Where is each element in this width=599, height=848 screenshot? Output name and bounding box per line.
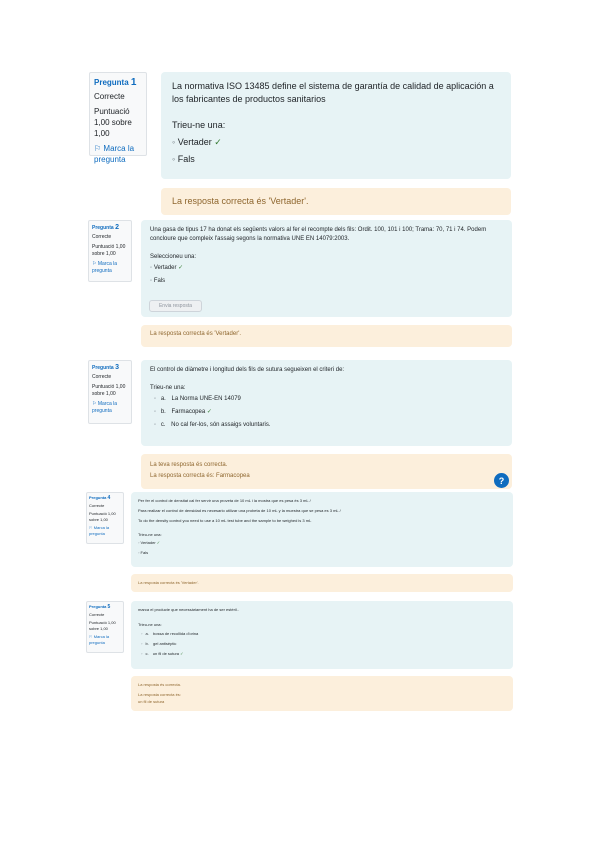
question-state: Correcte xyxy=(92,234,112,240)
question-text: marca el producte que necessàriament ha de ser estèril.. xyxy=(138,607,239,612)
radio-bullet-icon: ◦ xyxy=(138,550,140,555)
check-icon: ✓ xyxy=(180,651,184,656)
question-text: Una gasa de tipus 17 ha donat els següents valors al fer el recompte dels fils: Ordit. 100, 101 i 100; Trama: 70, 71 i 74. Podem concloure que compleix l'assaig segons la normativa UNE EN 14079:2003. xyxy=(150,227,487,242)
correct-answer-text: La resposta correcta és 'Vertader'. xyxy=(172,196,309,206)
answer-options xyxy=(138,630,506,657)
question-mark: Puntuació 1,00 sobre 1,00 xyxy=(89,620,116,631)
answer-option-b[interactable]: ◦ b. gel antisèptic xyxy=(141,641,177,646)
flag-question-link[interactable]: ⚐ Marca la pregunta xyxy=(89,634,110,645)
feedback-correct-text: La teva resposta és correcta. xyxy=(150,462,228,468)
answer-options xyxy=(172,136,500,166)
question-state: Correcte xyxy=(89,612,105,617)
radio-bullet-icon: ◦ xyxy=(141,641,143,646)
question-feedback xyxy=(141,454,512,489)
answer-option-b[interactable]: ◦ b. Farmacopea ✓ xyxy=(154,409,212,415)
answer-option-c[interactable]: ◦ c. un fil de sutura ✓ xyxy=(141,651,184,656)
question-feedback xyxy=(161,188,511,215)
radio-bullet-icon: ◦ xyxy=(154,396,157,402)
radio-bullet-icon: ◦ xyxy=(154,409,157,415)
answer-option-a[interactable]: ◦ a. bossa de recollida d'orina xyxy=(141,631,199,636)
radio-bullet-icon: ◦ xyxy=(138,540,140,545)
submit-answer-button[interactable]: Envia resposta xyxy=(149,300,202,312)
radio-bullet-icon: ◦ xyxy=(172,137,176,147)
question-number: Pregunta 4 xyxy=(89,495,111,501)
question-content xyxy=(131,492,513,567)
answer-options xyxy=(150,395,503,430)
check-icon: ✓ xyxy=(214,137,222,147)
answer-options xyxy=(150,264,503,286)
check-icon: ✓ xyxy=(178,265,184,271)
flag-icon: ⚐ xyxy=(94,144,102,153)
help-icon[interactable]: ? xyxy=(494,473,509,488)
question-state: Correcte xyxy=(89,503,105,508)
radio-bullet-icon: ◦ xyxy=(154,422,157,428)
radio-bullet-icon: ◦ xyxy=(172,154,176,164)
question-mark: Puntuació 1,00 sobre 1,00 xyxy=(92,384,126,397)
answer-option-false[interactable]: ◦ Fals xyxy=(172,154,195,164)
feedback-correct-text: La resposta és correcta. xyxy=(138,682,181,687)
check-icon: ✓ xyxy=(206,409,212,415)
flag-icon: ⚐ xyxy=(92,401,97,407)
correct-answer-text: un fil de sutura xyxy=(138,699,165,704)
flag-icon: ⚐ xyxy=(89,525,93,530)
question-info xyxy=(86,492,124,544)
answer-option-true[interactable]: ◦ Vertader ✓ xyxy=(150,265,184,271)
question-text: El control de diàmetre i longitud dels fils de sutura segueixen el criteri de: xyxy=(150,367,345,373)
radio-bullet-icon: ◦ xyxy=(141,651,143,656)
question-state: Correcte xyxy=(92,374,112,380)
question-feedback xyxy=(141,325,512,347)
answer-option-true[interactable]: ◦ Vertader ✓ xyxy=(172,137,222,147)
question-text-es: Para realizar el control de densidad es necesario utilizar una probeta de 10 mL y la muestra que se pesa es 3 mL / xyxy=(138,508,341,513)
question-info xyxy=(89,72,147,164)
radio-bullet-icon: ◦ xyxy=(141,631,143,636)
question-info xyxy=(88,360,132,424)
correct-answer-text: La resposta correcta és 'Vertader'. xyxy=(138,580,199,585)
answer-options xyxy=(138,539,506,557)
question-state: Correcte xyxy=(94,92,125,101)
answer-prompt: Trieu-ne una: xyxy=(138,622,162,627)
flag-question-link[interactable]: ⚐ Marca la pregunta xyxy=(92,261,118,274)
correct-answer-text: La resposta correcta és: Farmacopea xyxy=(150,473,250,479)
question-mark: Puntuació 1,00 sobre 1,00 xyxy=(94,107,132,138)
question-feedback xyxy=(131,676,513,711)
question-mark: Puntuació 1,00 sobre 1,00 xyxy=(89,511,116,522)
correct-answer-text: La resposta correcta és 'Vertader'. xyxy=(150,331,242,337)
answer-prompt: Trieu-ne una: xyxy=(138,532,162,537)
question-number: Pregunta 3 xyxy=(92,364,119,371)
answer-prompt: Trieu-ne una: xyxy=(150,385,186,391)
question-text-en: To do the density control you need to use a 10 mL test tube and the sample to be weighed is 3 mL xyxy=(138,518,312,523)
answer-option-a[interactable]: ◦ a. La Norma UNE-EN 14079 xyxy=(154,396,241,402)
question-content xyxy=(131,601,513,669)
question-number: Pregunta 5 xyxy=(89,604,111,610)
question-feedback xyxy=(131,574,513,592)
answer-prompt: Seleccioneu una: xyxy=(150,254,197,260)
answer-prompt: Trieu-ne una: xyxy=(172,120,226,130)
radio-bullet-icon: ◦ xyxy=(150,278,153,284)
flag-icon: ⚐ xyxy=(89,634,93,639)
question-number: Pregunta 1 xyxy=(94,77,137,88)
answer-option-false[interactable]: ◦ Fals xyxy=(138,550,149,555)
answer-option-false[interactable]: ◦ Fals xyxy=(150,278,166,284)
correct-answer-label: La resposta correcta és: xyxy=(138,692,181,697)
question-content xyxy=(161,72,511,179)
flag-question-link[interactable]: ⚐ Marca la pregunta xyxy=(89,525,110,536)
question-mark: Puntuació 1,00 sobre 1,00 xyxy=(92,244,126,257)
question-text-ca: Per fer el control de densitat cal fer servir una proveta de 10 mL i la mostra que es pesa és 3 mL / xyxy=(138,498,311,503)
radio-bullet-icon: ◦ xyxy=(150,265,153,271)
flag-question-link[interactable]: ⚐ Marca la pregunta xyxy=(94,144,135,164)
flag-question-link[interactable]: ⚐ Marca la pregunta xyxy=(92,401,118,414)
question-number: Pregunta 2 xyxy=(92,224,119,231)
answer-option-c[interactable]: ◦ c. No cal fer-los, són assaigs voluntaris. xyxy=(154,422,271,428)
check-icon: ✓ xyxy=(156,540,161,545)
question-info xyxy=(86,601,124,653)
question-info xyxy=(88,220,132,282)
question-text: La normativa ISO 13485 define el sistema de garantía de calidad de aplicación a los fabricantes de productos sanitarios xyxy=(172,81,494,104)
flag-icon: ⚐ xyxy=(92,261,97,267)
question-content xyxy=(141,360,512,446)
answer-option-true[interactable]: ◦ Vertader ✓ xyxy=(138,540,161,545)
